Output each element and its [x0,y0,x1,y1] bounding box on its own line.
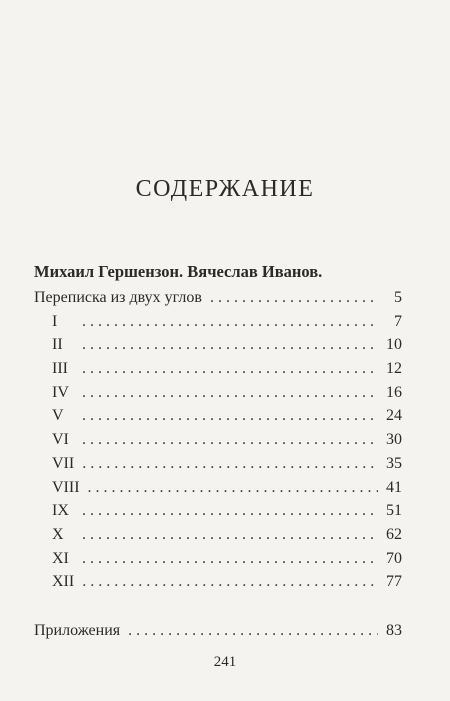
dot-leader [82,357,378,381]
toc-entry-letter-12[interactable] [34,570,402,594]
toc-entry-letter-5[interactable] [34,404,402,428]
toc-entry-letter-1[interactable] [34,310,402,334]
toc-entry-label: Переписка из двух углов [34,289,202,306]
toc-entry-page: 77 [386,573,402,591]
dot-leader [82,570,378,594]
toc-entry-appendix[interactable] [34,619,402,643]
authors-line: Михаил Гершензон. Вячеслав Иванов. [34,262,323,281]
dot-leader [82,333,378,357]
dot-leader [82,428,378,452]
toc-entry-page: 35 [386,454,402,472]
toc-entry-letter-9[interactable] [34,499,402,523]
toc-entry-letter-4[interactable] [34,381,402,405]
toc-entry-page: 62 [386,525,402,543]
toc-entry-label: II [52,336,63,354]
table-of-contents [34,286,402,594]
toc-entry-letter-8[interactable] [34,476,402,500]
toc-entry-page: 5 [394,289,402,306]
toc-entry-letter-2[interactable] [34,333,402,357]
toc-entry-page: 83 [386,622,402,639]
toc-entry-letter-10[interactable] [34,523,402,547]
toc-entry-letter-3[interactable] [34,357,402,381]
toc-entry-label: XI [52,549,69,567]
dot-leader [82,547,378,571]
contents-heading: СОДЕРЖАНИЕ [135,176,315,202]
toc-entry-main[interactable] [34,286,402,310]
toc-entry-label: IV [52,383,69,401]
toc-entry-label: III [52,360,68,378]
toc-entry-label: XII [52,573,75,591]
toc-entry-label: VII [52,454,75,472]
toc-entry-page: 10 [386,336,402,354]
toc-entry-letter-11[interactable] [34,547,402,571]
dot-leader [82,310,378,334]
toc-entry-page: 16 [386,383,402,401]
toc-entry-label: I [52,312,58,330]
toc-entry-letter-7[interactable] [34,452,402,476]
toc-entry-page: 7 [394,312,402,330]
toc-entry-label: VI [52,431,69,449]
toc-entry-page: 12 [386,360,402,378]
toc-entry-page: 70 [386,549,402,567]
toc-entry-page: 41 [386,478,402,496]
dot-leader [82,381,378,405]
dot-leader [82,404,378,428]
toc-entry-label: Приложения [34,622,121,639]
toc-entry-letter-6[interactable] [34,428,402,452]
toc-entry-label: V [52,407,64,425]
dot-leader [82,452,378,476]
dot-leader [128,619,378,643]
dot-leader [82,523,378,547]
toc-entry-label: X [52,525,64,543]
dot-leader [88,476,378,500]
page-number: 241 [213,654,237,670]
toc-entry-page: 51 [386,502,402,520]
dot-leader [82,499,378,523]
toc-entry-label: IX [52,502,69,520]
toc-entry-page: 24 [386,407,402,425]
toc-entry-label: VIII [52,478,80,496]
toc-entry-page: 30 [386,431,402,449]
dot-leader [210,286,378,310]
